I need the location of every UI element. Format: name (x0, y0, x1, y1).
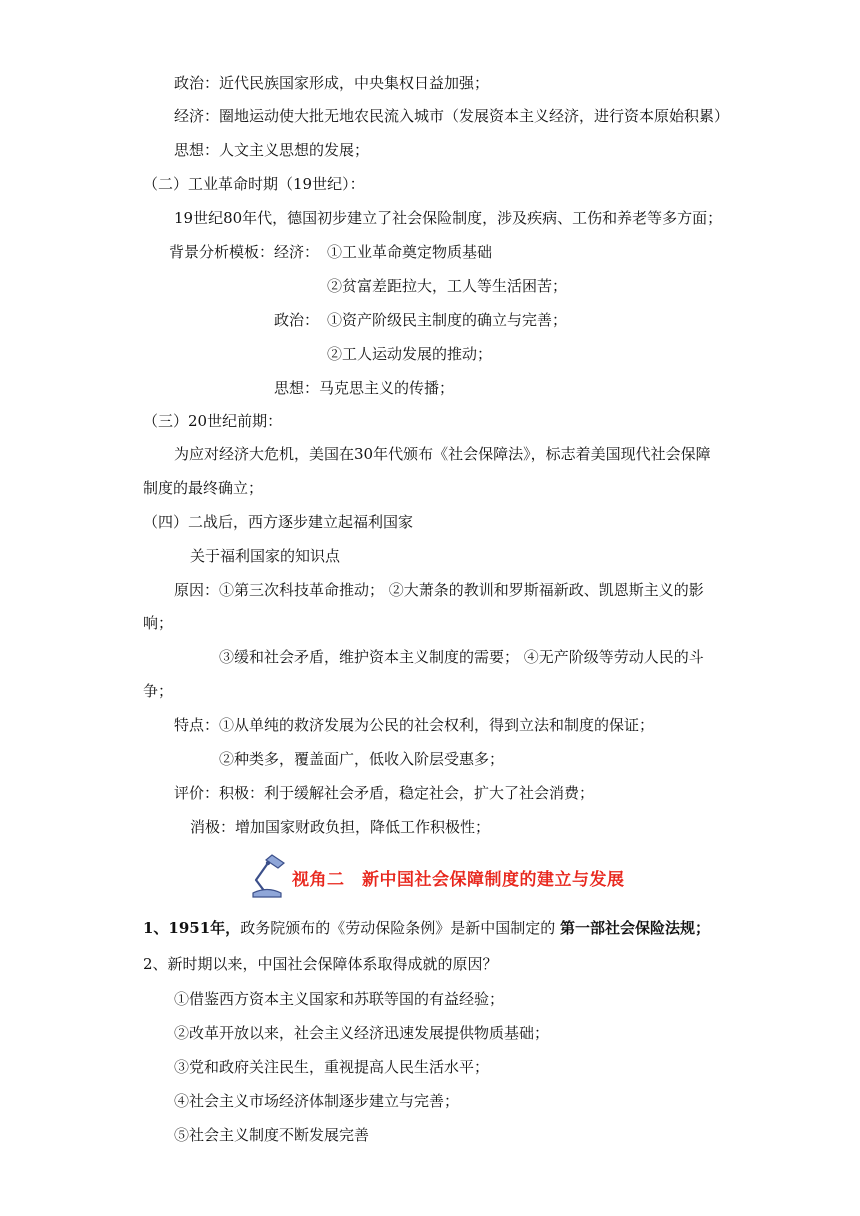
evaluation-positive: 评价：积极：利于缓解社会矛盾，稳定社会，扩大了社会消费； (174, 784, 595, 802)
feature-line-1: 特点：①从单纯的救济发展为公民的社会权利，得到立法和制度的保证； (174, 716, 655, 734)
item-2: 2、新时期以来，中国社会保障体系取得成就的原因？ (143, 955, 498, 973)
item-1-text: 政务院颁布的《劳动保险条例》是新中国制定的 (240, 919, 560, 937)
period2-title: （二）工业革命时期（19世纪）： (143, 175, 365, 193)
welfare-title: 关于福利国家的知识点 (190, 547, 341, 565)
period2-intro: 19世纪80年代，德国初步建立了社会保险制度，涉及疾病、工伤和养老等多方面； (174, 209, 723, 227)
bg-econ-2: ②贫富差距拉大，工人等生活困苦； (327, 277, 568, 295)
bg-thought: 思想：马克思主义的传播； (274, 379, 455, 397)
bg-pol-1: ①资产阶级民主制度的确立与完善； (327, 311, 568, 329)
section-heading (248, 850, 625, 904)
political-line: 政治：近代民族国家形成，中央集权日益加强； (174, 74, 490, 92)
reason-item-2: ②改革开放以来，社会主义经济迅速发展提供物质基础； (174, 1024, 550, 1042)
bg-template-label: 背景分析模板：经济： (169, 243, 320, 261)
reason-line-1: 原因：①第三次科技革命推动； ②大萧条的教训和罗斯福新政、凯恩斯主义的影 (174, 581, 704, 599)
feature-line-2: ②种类多，覆盖面广，低收入阶层受惠多； (219, 750, 505, 768)
bg-pol-2: ②工人运动发展的推动； (327, 345, 493, 363)
reason-line-1-cont: 响； (143, 614, 174, 632)
reason-item-5: ⑤社会主义制度不断发展完善 (174, 1126, 370, 1144)
item-1 (143, 917, 710, 939)
period3-text-1: 为应对经济大危机，美国在30年代颁布《社会保障法》，标志着美国现代社会保障 (174, 445, 711, 463)
reason-item-1: ①借鉴西方资本主义国家和苏联等国的有益经验； (174, 990, 505, 1008)
thought-line: 思想：人文主义思想的发展； (174, 141, 370, 159)
desk-lamp-icon (248, 852, 286, 902)
bg-econ-1: ①工业革命奠定物质基础 (327, 243, 493, 261)
evaluation-negative: 消极：增加国家财政负担，降低工作积极性； (190, 818, 491, 836)
reason-line-2: ③缓和社会矛盾，维护资本主义制度的需要； ④无产阶级等劳动人民的斗 (219, 648, 704, 666)
reason-line-2-cont: 争； (143, 682, 174, 700)
section-heading-title: 视角二 新中国社会保障制度的建立与发展 (292, 869, 625, 890)
item-1-prefix: 1、1951年， (143, 919, 241, 937)
reason-item-3: ③党和政府关注民生，重视提高人民生活水平； (174, 1058, 490, 1076)
economic-line: 经济：圈地运动使大批无地农民流入城市（发展资本主义经济，进行资本原始积累） (174, 107, 730, 125)
item-1-bold: 第一部社会保险法规； (559, 919, 710, 937)
reason-item-4: ④社会主义市场经济体制逐步建立与完善； (174, 1092, 460, 1110)
bg-pol-label: 政治： (274, 311, 320, 329)
period3-title: （三）20世纪前期： (143, 412, 283, 430)
period3-text-2: 制度的最终确立； (143, 479, 264, 497)
period4-title: （四）二战后，西方逐步建立起福利国家 (143, 513, 414, 531)
